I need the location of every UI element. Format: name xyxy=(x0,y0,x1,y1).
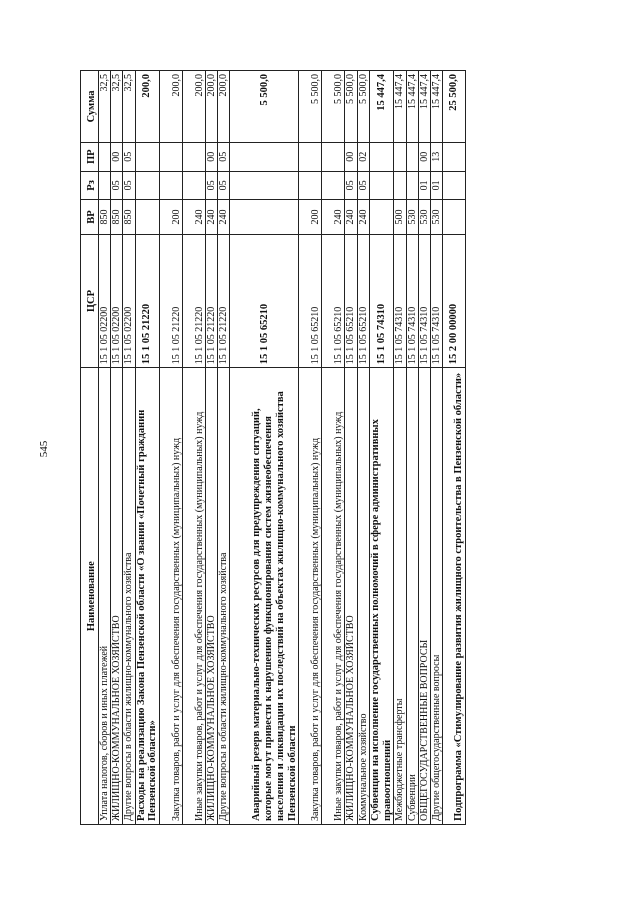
row-vr-cell: 240 xyxy=(183,200,206,234)
row-rz-cell: 05 xyxy=(111,171,123,200)
row-sum-cell: 15 447,4 xyxy=(369,71,394,143)
table-row xyxy=(394,71,406,825)
row-csr-cell: 15 1 05 65210 xyxy=(299,234,322,368)
row-csr-cell: 15 1 05 74310 xyxy=(406,234,418,368)
row-pr-cell: 13 xyxy=(430,142,442,171)
row-vr-cell xyxy=(230,200,299,234)
row-rz-cell: 01 xyxy=(430,171,442,200)
row-rz-cell xyxy=(394,171,406,200)
row-sum-cell: 15 447,4 xyxy=(418,71,430,143)
row-rz-cell xyxy=(230,171,299,200)
row-csr-cell: 15 1 05 74310 xyxy=(418,234,430,368)
row-sum-cell: 200,0 xyxy=(206,71,218,143)
header-rz: Рз xyxy=(81,171,99,200)
table-row xyxy=(406,71,418,825)
row-sum-cell: 15 447,4 xyxy=(406,71,418,143)
header-vr: ВР xyxy=(81,200,99,234)
row-csr-cell: 15 1 05 21220 xyxy=(160,234,183,368)
row-pr-cell xyxy=(183,142,206,171)
row-name-cell: Субвенции xyxy=(406,368,418,825)
header-pr: ПР xyxy=(81,142,99,171)
row-sum-cell: 32,5 xyxy=(123,71,135,143)
row-vr-cell: 530 xyxy=(406,200,418,234)
row-name-cell: Подпрограмма «Стимулирование развития жилищного строительства в Пензенской области» xyxy=(443,368,466,825)
row-pr-cell xyxy=(99,142,111,171)
row-rz-cell xyxy=(299,171,322,200)
table-row xyxy=(183,71,206,825)
row-sum-cell: 5 500,0 xyxy=(345,71,357,143)
table-row xyxy=(230,71,299,825)
row-sum-cell: 5 500,0 xyxy=(299,71,322,143)
table-row xyxy=(111,71,123,825)
table-row xyxy=(418,71,430,825)
row-name-cell: Другие общегосударственные вопросы xyxy=(430,368,442,825)
row-rz-cell xyxy=(369,171,394,200)
row-pr-cell: 00 xyxy=(418,142,430,171)
row-name-cell: Субвенции на исполнение государственных полномочий в сфере административных правоотношений xyxy=(369,368,394,825)
row-name-cell: ЖИЛИЩНО-КОММУНАЛЬНОЕ ХОЗЯЙСТВО xyxy=(345,368,357,825)
row-pr-cell xyxy=(160,142,183,171)
row-vr-cell: 850 xyxy=(99,200,111,234)
row-rz-cell: 05 xyxy=(218,171,230,200)
row-vr-cell: 200 xyxy=(299,200,322,234)
row-sum-cell: 32,5 xyxy=(111,71,123,143)
row-rz-cell xyxy=(160,171,183,200)
row-pr-cell: 02 xyxy=(357,142,369,171)
row-rz-cell xyxy=(406,171,418,200)
row-vr-cell: 240 xyxy=(322,200,345,234)
row-csr-cell: 15 1 05 02200 xyxy=(111,234,123,368)
row-vr-cell: 530 xyxy=(418,200,430,234)
table-header-row xyxy=(81,71,99,825)
table-row xyxy=(135,71,160,825)
row-csr-cell: 15 1 05 02200 xyxy=(123,234,135,368)
budget-table xyxy=(80,70,466,825)
table-row xyxy=(430,71,442,825)
row-name-cell: Расходы на реализацию Закона Пензенской области «О звании «Почетный гражданин Пензенской области» xyxy=(135,368,160,825)
row-name-cell: Аварийный резерв материально-технических ресурсов для предупреждения ситуаций, которые могут привести к нарушению функционирования систем жизнеобеспечения населения и ликвидации их последствий на объектах жилищно-коммунального хозяйства Пензенской области xyxy=(230,368,299,825)
row-pr-cell xyxy=(394,142,406,171)
row-name-cell: Уплата налогов, сборов и иных платежей xyxy=(99,368,111,825)
row-pr-cell xyxy=(443,142,466,171)
page-number: 545 xyxy=(38,440,50,458)
rotated-table-wrapper xyxy=(80,70,580,825)
table-row xyxy=(299,71,322,825)
row-rz-cell: 01 xyxy=(418,171,430,200)
row-name-cell: Иные закупки товаров, работ и услуг для обеспечения государственных (муниципальных) нужд xyxy=(322,368,345,825)
table-row xyxy=(443,71,466,825)
row-pr-cell: 05 xyxy=(123,142,135,171)
row-name-cell: ЖИЛИЩНО-КОММУНАЛЬНОЕ ХОЗЯЙСТВО xyxy=(206,368,218,825)
row-name-cell: Коммунальное хозяйство xyxy=(357,368,369,825)
row-rz-cell xyxy=(135,171,160,200)
row-vr-cell: 240 xyxy=(345,200,357,234)
row-sum-cell: 200,0 xyxy=(218,71,230,143)
row-name-cell: Другие вопросы в области жилищно-коммунального хозяйства xyxy=(123,368,135,825)
row-name-cell: Межбюджетные трансферты xyxy=(394,368,406,825)
header-name: Наименование xyxy=(81,368,99,825)
row-rz-cell: 05 xyxy=(206,171,218,200)
row-vr-cell: 850 xyxy=(123,200,135,234)
row-csr-cell: 15 1 05 21220 xyxy=(135,234,160,368)
row-pr-cell xyxy=(369,142,394,171)
row-pr-cell xyxy=(406,142,418,171)
row-csr-cell: 15 1 05 21220 xyxy=(206,234,218,368)
row-pr-cell xyxy=(230,142,299,171)
table-row xyxy=(206,71,218,825)
row-sum-cell: 200,0 xyxy=(183,71,206,143)
row-vr-cell: 850 xyxy=(111,200,123,234)
row-sum-cell: 32,5 xyxy=(99,71,111,143)
row-csr-cell: 15 1 05 21220 xyxy=(218,234,230,368)
row-name-cell: Иные закупки товаров, работ и услуг для обеспечения государственных (муниципальных) нужд xyxy=(183,368,206,825)
row-csr-cell: 15 2 00 00000 xyxy=(443,234,466,368)
row-csr-cell: 15 1 05 65210 xyxy=(345,234,357,368)
row-vr-cell: 500 xyxy=(394,200,406,234)
row-vr-cell: 530 xyxy=(430,200,442,234)
row-sum-cell: 5 500,0 xyxy=(322,71,345,143)
table-row xyxy=(218,71,230,825)
table-row xyxy=(160,71,183,825)
row-vr-cell: 200 xyxy=(160,200,183,234)
row-pr-cell: 05 xyxy=(218,142,230,171)
table-row xyxy=(322,71,345,825)
row-pr-cell: 00 xyxy=(206,142,218,171)
row-vr-cell: 240 xyxy=(218,200,230,234)
row-pr-cell xyxy=(135,142,160,171)
table-row xyxy=(345,71,357,825)
row-sum-cell: 15 447,4 xyxy=(394,71,406,143)
row-csr-cell: 15 1 05 65210 xyxy=(322,234,345,368)
row-name-cell: Другие вопросы в области жилищно-коммунального хозяйства xyxy=(218,368,230,825)
table-row xyxy=(369,71,394,825)
header-sum: Сумма xyxy=(81,71,99,143)
row-name-cell: Закупка товаров, работ и услуг для обеспечения государственных (муниципальных) нужд xyxy=(160,368,183,825)
row-vr-cell: 240 xyxy=(357,200,369,234)
row-rz-cell xyxy=(443,171,466,200)
row-name-cell: Закупка товаров, работ и услуг для обеспечения государственных (муниципальных) нужд xyxy=(299,368,322,825)
row-sum-cell: 5 500,0 xyxy=(357,71,369,143)
table-row xyxy=(123,71,135,825)
row-name-cell: ОБЩЕГОСУДАРСТВЕННЫЕ ВОПРОСЫ xyxy=(418,368,430,825)
row-sum-cell: 200,0 xyxy=(135,71,160,143)
table-row xyxy=(99,71,111,825)
row-rz-cell: 05 xyxy=(345,171,357,200)
row-csr-cell: 15 1 05 74310 xyxy=(430,234,442,368)
row-name-cell: ЖИЛИЩНО-КОММУНАЛЬНОЕ ХОЗЯЙСТВО xyxy=(111,368,123,825)
row-csr-cell: 15 1 05 74310 xyxy=(394,234,406,368)
row-rz-cell xyxy=(183,171,206,200)
row-rz-cell: 05 xyxy=(357,171,369,200)
row-csr-cell: 15 1 05 65210 xyxy=(357,234,369,368)
row-vr-cell xyxy=(443,200,466,234)
table-row xyxy=(357,71,369,825)
row-pr-cell: 00 xyxy=(345,142,357,171)
row-pr-cell xyxy=(322,142,345,171)
row-rz-cell xyxy=(99,171,111,200)
header-csr: ЦСР xyxy=(81,234,99,368)
row-csr-cell: 15 1 05 74310 xyxy=(369,234,394,368)
table-body xyxy=(99,71,466,825)
row-pr-cell: 00 xyxy=(111,142,123,171)
row-pr-cell xyxy=(299,142,322,171)
row-vr-cell xyxy=(369,200,394,234)
row-rz-cell xyxy=(322,171,345,200)
row-sum-cell: 15 447,4 xyxy=(430,71,442,143)
row-vr-cell: 240 xyxy=(206,200,218,234)
row-sum-cell: 25 500,0 xyxy=(443,71,466,143)
row-rz-cell: 05 xyxy=(123,171,135,200)
row-sum-cell: 200,0 xyxy=(160,71,183,143)
row-vr-cell xyxy=(135,200,160,234)
row-sum-cell: 5 500,0 xyxy=(230,71,299,143)
row-csr-cell: 15 1 05 65210 xyxy=(230,234,299,368)
row-csr-cell: 15 1 05 02200 xyxy=(99,234,111,368)
row-csr-cell: 15 1 05 21220 xyxy=(183,234,206,368)
